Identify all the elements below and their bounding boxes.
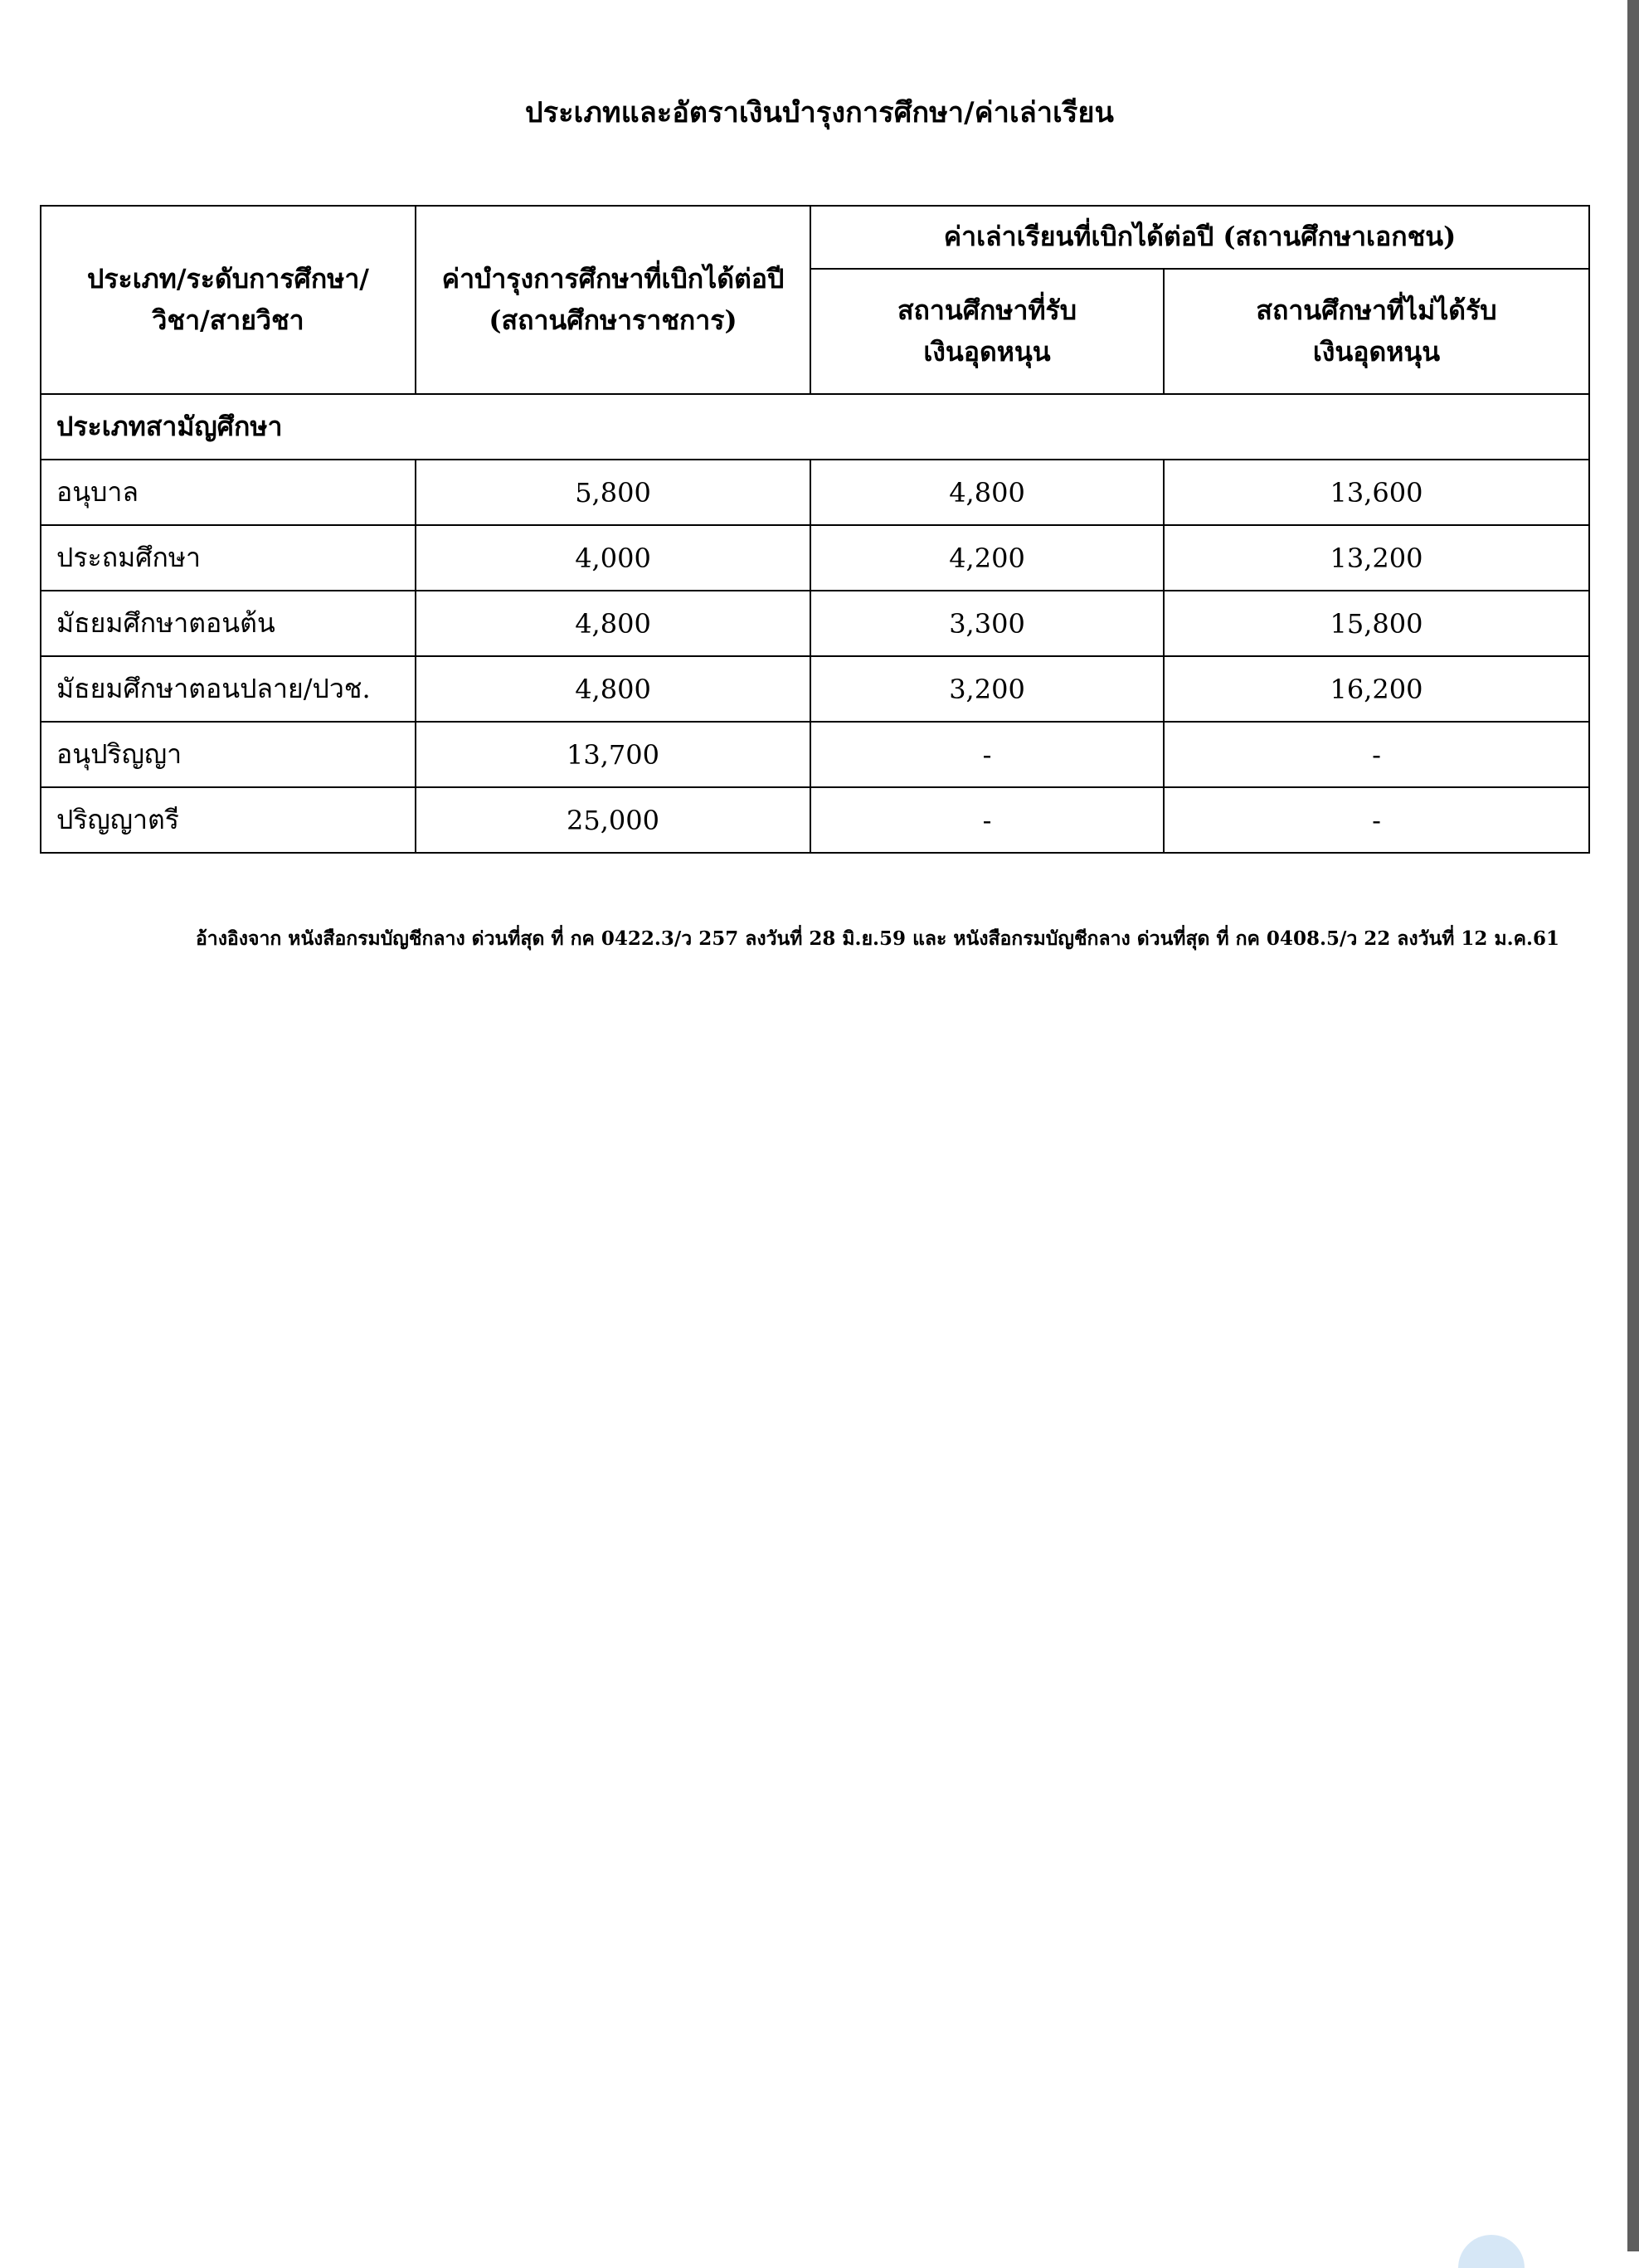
header-row-1 <box>41 206 1589 269</box>
header-level-line-1: ประเภท/ระดับการศึกษา/ <box>87 262 369 294</box>
government-fee-cell: 25,000 <box>416 787 810 853</box>
private-unsubsidized-cell: 16,200 <box>1164 656 1589 722</box>
level-cell: อนุปริญญา <box>41 722 416 787</box>
government-fee-cell: 13,700 <box>416 722 810 787</box>
private-subsidized-cell: 3,200 <box>810 656 1164 722</box>
section-label: ประเภทสามัญศึกษา <box>41 394 1589 460</box>
header-private-subsidized-line-2: เงินอุดหนุน <box>923 335 1051 367</box>
header-private-unsubsidized <box>1164 269 1589 394</box>
private-subsidized-cell: 4,200 <box>810 525 1164 591</box>
corner-scroll-indicator <box>1458 2235 1525 2268</box>
level-cell: อนุบาล <box>41 460 416 525</box>
header-private-unsubsidized-line-1: สถานศึกษาที่ไม่ได้รับ <box>1256 294 1497 326</box>
header-level-line-2: วิชา/สายวิชา <box>152 304 304 336</box>
government-fee-cell: 4,800 <box>416 656 810 722</box>
table-row <box>41 525 1589 591</box>
table-row <box>41 460 1589 525</box>
private-unsubsidized-cell: - <box>1164 787 1589 853</box>
private-unsubsidized-cell: 13,200 <box>1164 525 1589 591</box>
private-unsubsidized-cell: 15,800 <box>1164 591 1589 656</box>
private-subsidized-cell: 4,800 <box>810 460 1164 525</box>
government-fee-cell: 5,800 <box>416 460 810 525</box>
private-subsidized-cell: - <box>810 722 1164 787</box>
header-government-line-2: (สถานศึกษาราชการ) <box>489 304 737 336</box>
government-fee-cell: 4,000 <box>416 525 810 591</box>
header-government-line-1: ค่าบำรุงการศึกษาที่เบิกได้ต่อปี <box>441 262 785 294</box>
level-cell: ประถมศึกษา <box>41 525 416 591</box>
header-government <box>416 206 810 394</box>
private-subsidized-cell: - <box>810 787 1164 853</box>
government-fee-cell: 4,800 <box>416 591 810 656</box>
header-private-subsidized <box>810 269 1164 394</box>
table-row <box>41 656 1589 722</box>
private-unsubsidized-cell: - <box>1164 722 1589 787</box>
header-private-unsubsidized-line-2: เงินอุดหนุน <box>1312 335 1441 367</box>
header-private-subsidized-line-1: สถานศึกษาที่รับ <box>897 294 1077 326</box>
level-cell: มัธยมศึกษาตอนปลาย/ปวช. <box>41 656 416 722</box>
table-row <box>41 591 1589 656</box>
fee-table <box>40 205 1590 854</box>
table-row <box>41 787 1589 853</box>
private-subsidized-cell: 3,300 <box>810 591 1164 656</box>
reference-note: อ้างอิงจาก หนังสือกรมบัญชีกลาง ด่วนที่สุด ที่ กค 0422.3/ว 257 ลงวันที่ 28 มิ.ย.59 และ หนังสือกรมบัญชีกลาง ด่วนที่สุด ที่ กค 0408.5/ว 22 ลงวันที่ 12 ม.ค.61 <box>195 927 1560 950</box>
table-row <box>41 722 1589 787</box>
header-level <box>41 206 416 394</box>
page-right-edge <box>1627 0 1639 2251</box>
section-row <box>41 394 1589 460</box>
level-cell: มัธยมศึกษาตอนต้น <box>41 591 416 656</box>
private-unsubsidized-cell: 13,600 <box>1164 460 1589 525</box>
level-cell: ปริญญาตรี <box>41 787 416 853</box>
page-title: ประเภทและอัตราเงินบำรุงการศึกษา/ค่าเล่าเรียน <box>524 96 1115 129</box>
header-private-group: ค่าเล่าเรียนที่เบิกได้ต่อปี (สถานศึกษาเอกชน) <box>810 206 1589 269</box>
